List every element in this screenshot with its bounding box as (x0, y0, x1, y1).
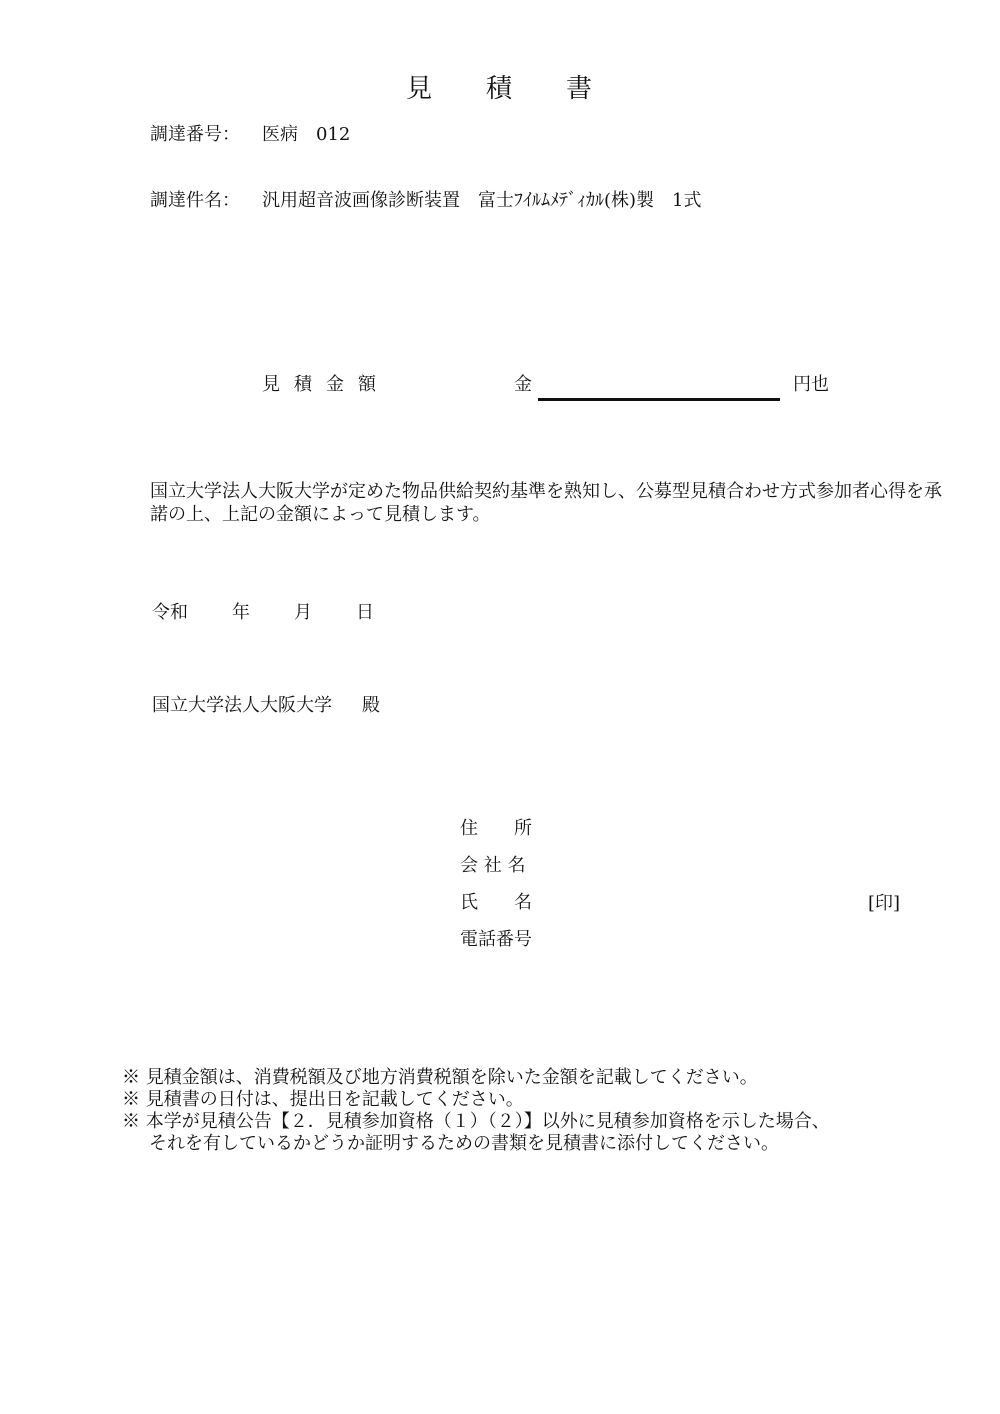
date-year: 年 (232, 602, 250, 623)
date-month: 月 (294, 602, 312, 623)
document-title (0, 68, 1000, 105)
estimate-amount-label: 見積金額 (262, 374, 390, 395)
procurement-name-label: 調達件名： (150, 190, 240, 211)
address-label: 住 所 (460, 818, 532, 839)
date-line (152, 601, 374, 625)
note-item: ※ 本学が見積公告【２．見積参加資格（１）（２）】以外に見積参加資格を示した場合、 (122, 1111, 830, 1132)
person-name-label: 氏 名 (460, 892, 532, 913)
addressee-honorific: 殿 (362, 695, 380, 716)
company-name-label: 会 社 名 (460, 855, 526, 876)
title-char-3: 書 (566, 74, 595, 104)
title-char-2: 積 (485, 74, 514, 104)
addressee (152, 694, 380, 718)
procurement-name-value: 汎用超音波画像診断装置 富士ﾌｲﾙﾑﾒﾃﾞｨｶﾙ(株)製 1式 (262, 190, 702, 211)
date-day: 日 (356, 602, 374, 623)
note-item: ※ 見積金額は、消費税額及び地方消費税額を除いた金額を記載してください。 (122, 1067, 758, 1088)
notes-block (122, 1067, 830, 1155)
phone-number-label: 電話番号 (460, 929, 532, 950)
amount-entry-line[interactable] (538, 398, 780, 401)
amount-prefix: 金 (514, 374, 532, 395)
procurement-code-value: 医病 012 (262, 124, 351, 145)
note-item-continuation: それを有しているかどうか証明するための書類を見積書に添付してください。 (149, 1133, 779, 1154)
addressee-name: 国立大学法人大阪大学 (152, 695, 332, 716)
seal-mark: [印] (868, 893, 901, 914)
date-era: 令和 (152, 602, 188, 623)
procurement-code-label: 調達番号： (150, 124, 240, 145)
note-item: ※ 見積書の日付は、提出日を記載してください。 (122, 1089, 524, 1110)
title-char-1: 見 (405, 74, 434, 104)
statement-paragraph: 国立大学法人大阪大学が定めた物品供給契約基準を熟知し、公募型見積合わせ方式参加者心得を承諾の上、上記の金額によって見積します。 (150, 481, 942, 525)
amount-suffix: 円也 (793, 374, 829, 395)
